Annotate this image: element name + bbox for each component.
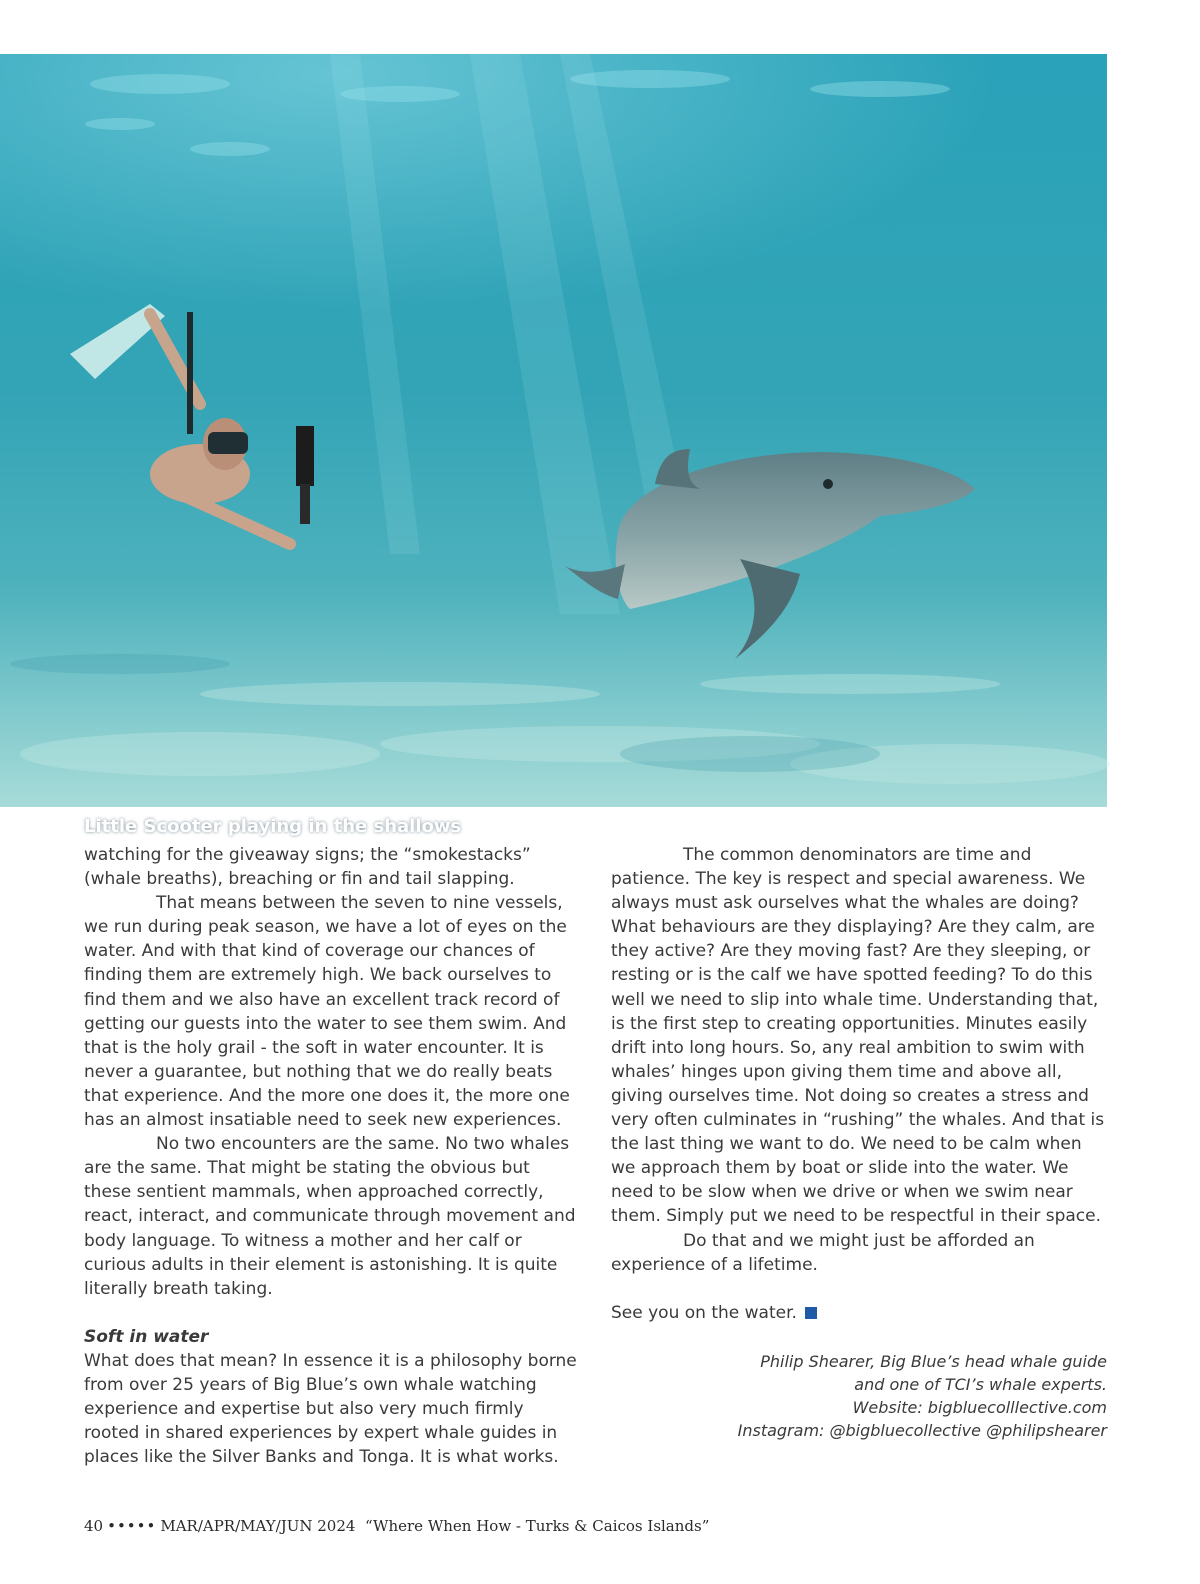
- photo-caption: Little Scooter playing in the shallows: [84, 816, 462, 837]
- credit-instagram: Instagram: @bigbluecollective @philipshearer: [737, 1421, 1107, 1440]
- article-left-column: [84, 843, 580, 1469]
- paragraph: The common denominators are time and patience. The key is respect and special awareness. We always must ask ourselves what the whales are doing? What behaviours are they displaying? Are they calm, are they active? Are they moving fast? Are they sleeping, or resting or is the calf we have spotted feeding? To do this well we need to slip into whale time. Understanding that, is the first step to creating opportunities. Minutes easily drift into long hours. So, any real ambition to swim with whales’ hinges upon giving them time and above all, giving ourselves time. Not doing so creates a stress and very often culminates in “rushing” the whales. And that is the last thing we want to do. We need to be calm when we approach them by boat or slide into the water. We need to be slow when we drive or when we swim near them. Simply put we need to be respectful in their space.: [611, 845, 1105, 1227]
- credit-line: and one of TCI’s whale experts.: [854, 1375, 1107, 1394]
- article-right-column: [611, 843, 1107, 1325]
- hero-photo: [0, 54, 1107, 837]
- credit-line: Philip Shearer, Big Blue’s head whale guide: [760, 1352, 1107, 1371]
- page-footer: [84, 1517, 709, 1535]
- publication-name: “Where When How - Turks & Caicos Islands”: [364, 1517, 710, 1535]
- signoff-line: [611, 1301, 1107, 1325]
- issue-label: MAR/APR/MAY/JUN 2024: [160, 1517, 356, 1535]
- signoff-text: See you on the water.: [611, 1302, 797, 1323]
- section-subheading: Soft in water: [84, 1326, 209, 1347]
- underwater-scene-image: [0, 54, 1107, 807]
- paragraph: Do that and we might just be afforded an experience of a lifetime.: [611, 1230, 1035, 1275]
- paragraph: What does that mean? In essence it is a philosophy borne from over 25 years of Big Blue’s own whale watching experience and expertise but also very much firmly rooted in shared experiences by expert whale guides in places like the Silver Banks and Tonga. It is what works.: [84, 1350, 577, 1468]
- paragraph: watching for the giveaway signs; the “smokestacks” (whale breaths), breaching or fin and tail slapping.: [84, 845, 531, 890]
- paragraph: That means between the seven to nine vessels, we run during peak season, we have a lot of eyes on the water. And with that kind of coverage our chances of finding them are extremely high. We back ourselves to find them and we also have an excellent track record of getting our guests into the water to see them swim. And that is the holy grail - the soft in water encounter. It is never a guarantee, but nothing that we do really beats that experience. And the more one does it, the more one has an almost insatiable need to seek new experiences.: [84, 893, 570, 1131]
- paragraph: No two encounters are the same. No two whales are the same. That might be stating the obvious but these sentient mammals, when approached correctly, react, interact, and communicate through movement and body language. To witness a mother and her calf or curious adults in their element is astonishing. It is quite literally breath taking.: [84, 1134, 576, 1299]
- end-mark-square-icon: [805, 1307, 817, 1319]
- page-number: 40: [84, 1517, 104, 1535]
- author-credits: [611, 1350, 1107, 1442]
- footer-dots: •••••: [107, 1517, 157, 1535]
- credit-website: Website: bigbluecolllective.com: [852, 1398, 1107, 1417]
